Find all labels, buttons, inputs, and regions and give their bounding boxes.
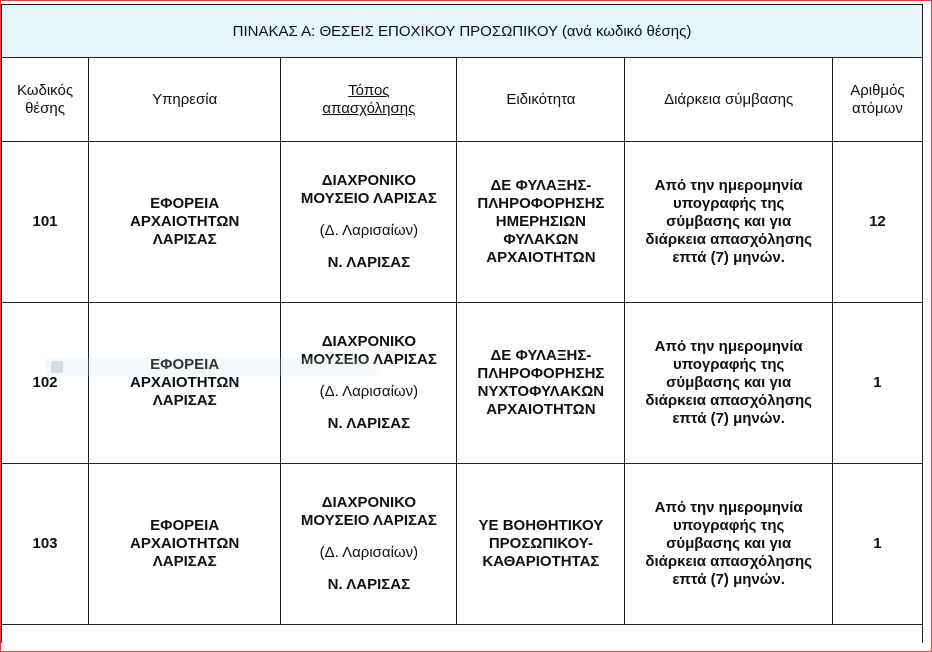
header-specialty: Ειδικότητα	[457, 58, 625, 142]
duration-line: Από την ημερομηνία	[654, 499, 803, 516]
cell-code: 102	[2, 303, 89, 464]
duration-line: Από την ημερομηνία	[654, 177, 803, 194]
place-prefecture: Ν. ΛΑΡΙΣΑΣ	[327, 254, 411, 271]
specialty-line: ΔΕ ΦΥΛΑΞΗΣ-	[490, 177, 592, 194]
service-line: ΑΡΧΑΙΟΤΗΤΩΝ	[130, 213, 240, 230]
specialty-line: ΚΑΘΑΡΙΟΤΗΤΑΣ	[482, 553, 600, 570]
cell-specialty	[457, 464, 625, 625]
duration-line: επτά (7) μηνών.	[672, 410, 785, 427]
cell-duration	[625, 464, 832, 625]
positions-table	[1, 4, 923, 643]
specialty-line: ΝΥΧΤΟΦΥΛΑΚΩΝ	[477, 383, 605, 400]
header-duration: Διάρκεια σύμβασης	[625, 58, 832, 142]
duration-line: διάρκεια απασχόλησης	[645, 392, 812, 409]
table-row	[2, 303, 923, 464]
cell-specialty	[457, 142, 625, 303]
table-title: ΠΙΝΑΚΑΣ Α: ΘΕΣΕΙΣ ΕΠΟΧΙΚΟΥ ΠΡΟΣΩΠΙΚΟΥ (ανά κωδικό θέσης)	[2, 5, 923, 58]
cell-place	[281, 142, 457, 303]
service-line: ΕΦΟΡΕΙΑ	[150, 356, 220, 373]
header-service: Υπηρεσία	[89, 58, 281, 142]
cell-count: 12	[832, 142, 922, 303]
place-name-line: ΔΙΑΧΡΟΝΙΚΟ	[321, 172, 416, 189]
place-municipality: (Δ. Λαρισαίων)	[319, 544, 419, 561]
header-place-line1: Τόπος	[348, 81, 390, 99]
tail-cell	[2, 625, 923, 644]
cell-service	[89, 464, 281, 625]
specialty-line: ΠΡΟΣΩΠΙΚΟΥ-	[488, 535, 593, 552]
title-row	[2, 5, 923, 58]
duration-line: διάρκεια απασχόλησης	[645, 553, 812, 570]
service-line: ΛΑΡΙΣΑΣ	[152, 553, 217, 570]
table-tail-row	[2, 625, 923, 644]
header-place-line2: απασχόλησης	[322, 99, 416, 117]
duration-line: σύμβασης και για	[666, 535, 792, 552]
specialty-line: ΑΡΧΑΙΟΤΗΤΩΝ	[486, 249, 596, 266]
cell-count: 1	[832, 303, 922, 464]
place-name-line: ΔΙΑΧΡΟΝΙΚΟ	[321, 494, 416, 511]
place-prefecture: Ν. ΛΑΡΙΣΑΣ	[327, 576, 411, 593]
header-row	[2, 58, 923, 142]
table-row	[2, 464, 923, 625]
place-name-line: ΔΙΑΧΡΟΝΙΚΟ	[321, 333, 416, 350]
cell-specialty	[457, 303, 625, 464]
place-name-line: ΜΟΥΣΕΙΟ ΛΑΡΙΣΑΣ	[300, 351, 437, 368]
specialty-line: ΠΛΗΡΟΦΟΡΗΣΗΣ	[477, 365, 605, 382]
specialty-line: ΑΡΧΑΙΟΤΗΤΩΝ	[486, 401, 596, 418]
service-line: ΑΡΧΑΙΟΤΗΤΩΝ	[130, 535, 240, 552]
duration-line: σύμβασης και για	[666, 374, 792, 391]
place-municipality: (Δ. Λαρισαίων)	[319, 383, 419, 400]
place-prefecture: Ν. ΛΑΡΙΣΑΣ	[327, 415, 411, 432]
header-count	[832, 58, 922, 142]
duration-line: διάρκεια απασχόλησης	[645, 231, 812, 248]
duration-line: Από την ημερομηνία	[654, 338, 803, 355]
service-line: ΕΦΟΡΕΙΑ	[150, 517, 220, 534]
cell-place	[281, 303, 457, 464]
specialty-line: ΠΛΗΡΟΦΟΡΗΣΗΣ	[477, 195, 605, 212]
cell-count: 1	[832, 464, 922, 625]
place-name-line: ΜΟΥΣΕΙΟ ΛΑΡΙΣΑΣ	[300, 190, 437, 207]
place-municipality: (Δ. Λαρισαίων)	[319, 222, 419, 239]
cell-code: 103	[2, 464, 89, 625]
duration-line: επτά (7) μηνών.	[672, 249, 785, 266]
cell-duration	[625, 142, 832, 303]
cell-code: 101	[2, 142, 89, 303]
place-name-line: ΜΟΥΣΕΙΟ ΛΑΡΙΣΑΣ	[300, 512, 437, 529]
duration-line: υπογραφής της	[672, 517, 785, 534]
cell-duration	[625, 303, 832, 464]
specialty-line: ΗΜΕΡΗΣΙΩΝ	[495, 213, 586, 230]
cell-place	[281, 464, 457, 625]
header-place	[281, 58, 457, 142]
table-row	[2, 142, 923, 303]
header-code-line2: θέσης	[25, 99, 65, 117]
service-line: ΛΑΡΙΣΑΣ	[152, 231, 217, 248]
specialty-line: ΦΥΛΑΚΩΝ	[503, 231, 579, 248]
service-line: ΛΑΡΙΣΑΣ	[152, 392, 217, 409]
header-count-line1: Αριθμός	[850, 81, 905, 99]
service-line: ΑΡΧΑΙΟΤΗΤΩΝ	[130, 374, 240, 391]
specialty-line: ΔΕ ΦΥΛΑΞΗΣ-	[490, 347, 592, 364]
header-count-line2: ατόμων	[852, 99, 903, 117]
cell-service	[89, 303, 281, 464]
duration-line: σύμβασης και για	[666, 213, 792, 230]
duration-line: υπογραφής της	[672, 356, 785, 373]
header-code-line1: Κωδικός	[16, 81, 74, 99]
cell-service	[89, 142, 281, 303]
specialty-line: ΥΕ ΒΟΗΘΗΤΙΚΟΥ	[478, 517, 604, 534]
header-code	[2, 58, 89, 142]
duration-line: υπογραφής της	[672, 195, 785, 212]
service-line: ΕΦΟΡΕΙΑ	[150, 195, 220, 212]
duration-line: επτά (7) μηνών.	[672, 571, 785, 588]
